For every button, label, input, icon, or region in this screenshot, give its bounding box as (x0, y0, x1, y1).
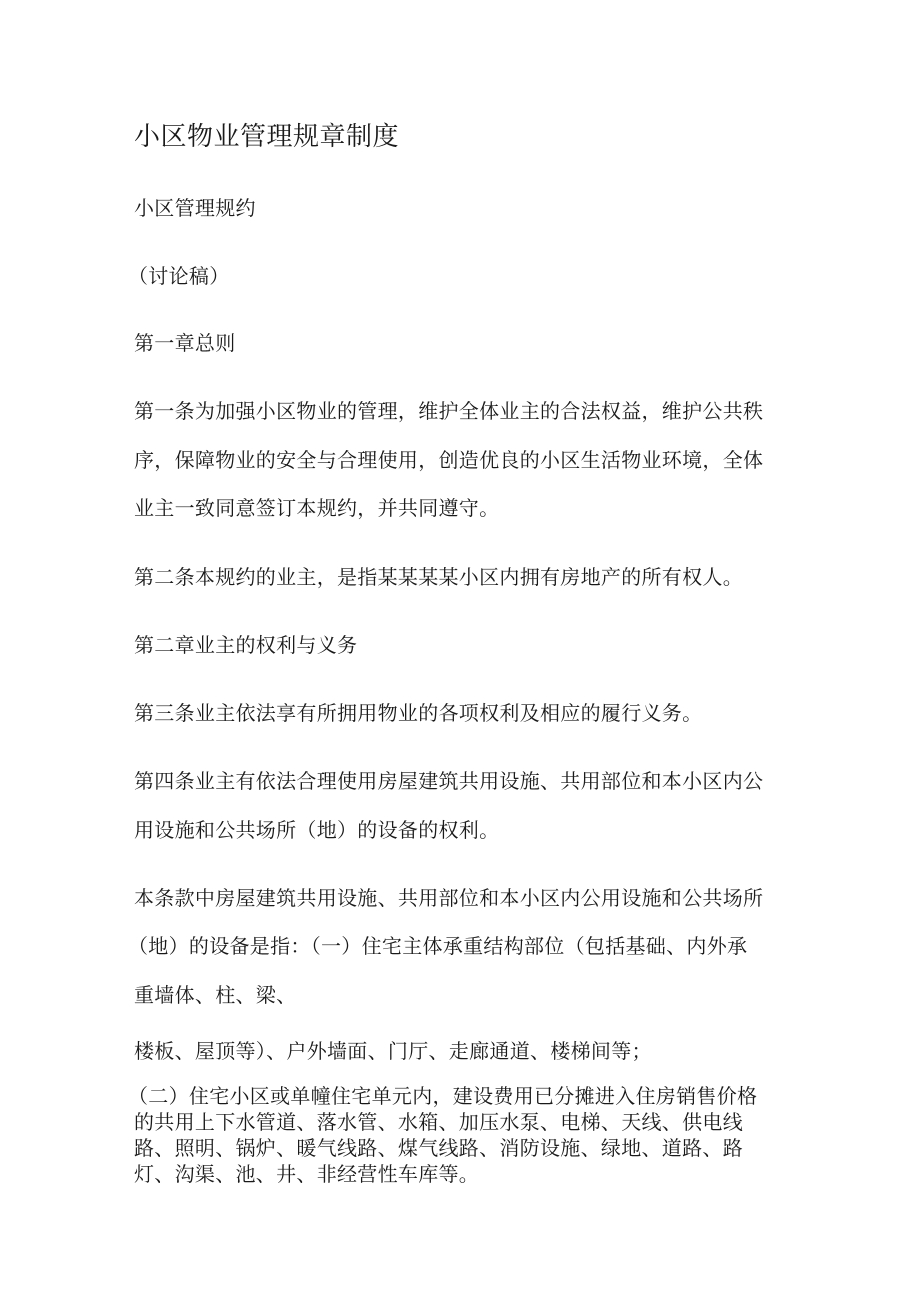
definition-line-2: （地）的设备是指：（一）住宅主体承重结构部位（包括基础、内外承 (128, 934, 748, 958)
document-title: 小区物业管理规章制度 (134, 122, 400, 152)
article-4-line-1: 第四条业主有依法合理使用房屋建筑共用设施、共用部位和本小区内公 (134, 769, 764, 793)
clause-two-line-3: 路、照明、锅炉、暖气线路、煤气线路、消防设施、绿地、道路、路 (134, 1136, 743, 1160)
article-3: 第三条业主依法享有所拥用物业的各项权利及相应的履行义务。 (134, 701, 703, 725)
definition-line-3: 重墙体、柱、梁、 (134, 983, 297, 1007)
clause-two-line-4: 灯、沟渠、池、井、非经营性车库等。 (134, 1162, 480, 1186)
draft-note: （讨论稿） (128, 264, 230, 288)
clause-two-line-1: （二）住宅小区或单幢住宅单元内，建设费用已分摊进入住房销售价格 (128, 1084, 758, 1108)
article-1-line-1: 第一条为加强小区物业的管理，维护全体业主的合法权益，维护公共秩 (134, 399, 764, 423)
article-4-line-2: 用设施和公共场所（地）的设备的权利。 (134, 818, 500, 842)
article-2: 第二条本规约的业主，是指某某某某小区内拥有房地产的所有权人。 (134, 565, 743, 589)
definition-line-1: 本条款中房屋建筑共用设施、共用部位和本小区内公用设施和公共场所 (134, 886, 764, 910)
definition-line-4: 楼板、屋顶等）、户外墙面、门厅、走廊通道、楼梯间等； (134, 1039, 652, 1063)
chapter-2-heading: 第二章业主的权利与义务 (134, 633, 358, 657)
document-subtitle: 小区管理规约 (134, 196, 256, 220)
article-1-line-3: 业主一致同意签订本规约，并共同遵守。 (134, 496, 500, 520)
chapter-1-heading: 第一章总则 (134, 331, 236, 355)
clause-two-line-2: 的共用上下水管道、落水管、水箱、加压水泵、电梯、天线、供电线 (134, 1110, 743, 1134)
article-1-line-2: 序，保障物业的安全与合理使用，创造优良的小区生活物业环境，全体 (134, 448, 764, 472)
